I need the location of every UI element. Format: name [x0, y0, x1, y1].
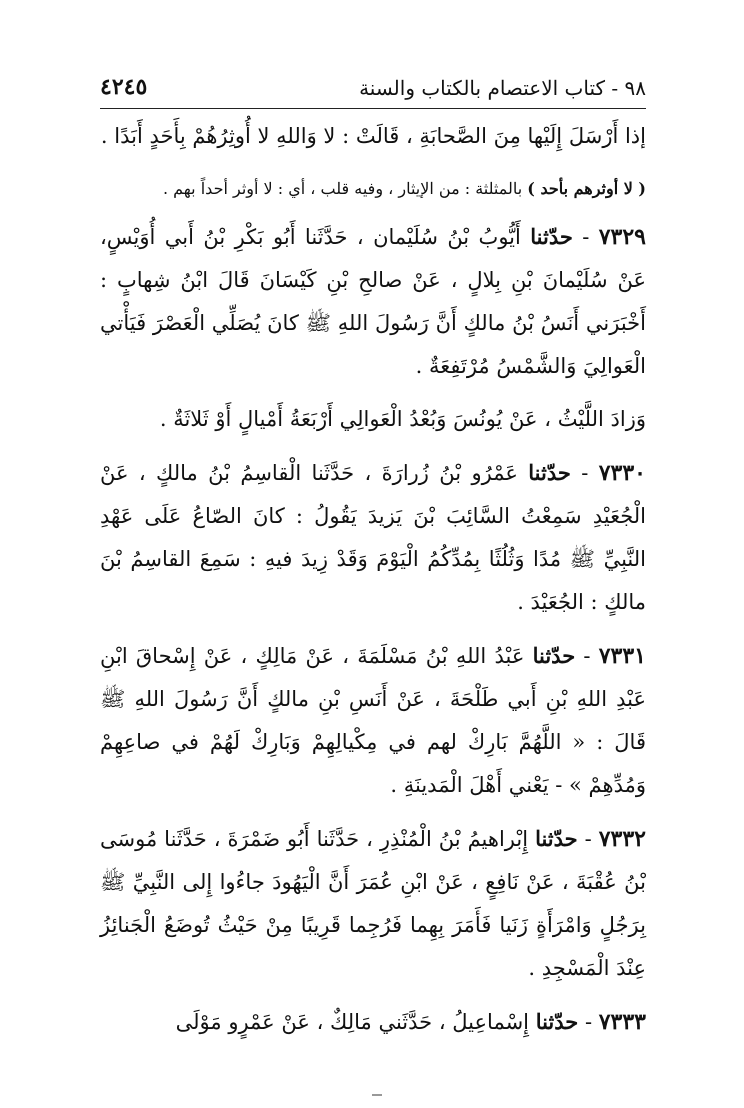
hadith-text: عَمْرُو بْنُ زُرارَةَ ، حَدَّثَنا الْقاسِمُ بْنُ مالكٍ ، عَنْ الْجُعَيْدِ سَمِعْتُ السَّائِبَ بْنَ يَزيدَ يَقُولُ : كانَ الصّاعُ عَلَى عَهْدِ النَّبِيِّ ﷺ مُدًا وَثُلُثًا بِمُدِّكُمُ الْيَوْمَ وَقَدْ زِيدَ فيهِ : سَمِعَ القاسِمُ بْنَ مالكٍ : الجُعَيْدَ . — [100, 461, 646, 614]
hadith-opening: حدّثنا — [535, 1009, 579, 1034]
hadith-text: عَبْدُ اللهِ بْنُ مَسْلَمَةَ ، عَنْ مَالِكٍ ، عَنْ إِسْحاقَ ابْنِ عَبْدِ اللهِ بْنِ أَبي طَلْحَةَ ، عَنْ أَنَسِ بْنِ مالكٍ أَنَّ رَسُولَ اللهِ ﷺ قَالَ : « اللَّهُمَّ بَارِكْ لهم في مِكْيالِهِمْ وَبَارِكْ لَهُمْ في صاعِهِمْ وَمُدِّهِمْ » - يَعْني أَهْلَ الْمَدينَةِ . — [100, 644, 646, 797]
hadith-number: ٧٣٣٠ — [598, 460, 646, 486]
header-rule — [100, 108, 646, 109]
hadith-opening: حدّثنا — [532, 643, 576, 668]
intro-paragraph: إذا أَرْسَلَ إِلَيْها مِنَ الصَّحابَةِ ، قَالَتْ : لا وَاللهِ لا أُوثِرُهُمْ بِأَحَدٍ أَبَدًا . — [100, 124, 646, 148]
hadith-number: ٧٣٣٣ — [598, 1009, 646, 1035]
note-keyword: ( لا أوثرهم بأحد ) — [527, 179, 646, 198]
hadith-7329-addendum: وَزادَ اللَّيْثُ ، عَنْ يُونُسَ وَبُعْدُ الْعَوالِي أَرْبَعَةُ أَمْيالٍ أَوْ ثَلاثَةٌ . — [159, 407, 646, 431]
hadith-7332 — [100, 817, 646, 990]
page — [100, 58, 646, 1088]
hadith-number: ٧٣٣١ — [598, 643, 646, 669]
commentary-note — [100, 172, 646, 205]
hadith-text: أَيُّوبُ بْنُ سُلَيْمان ، حَدَّثَنا أَبُو بَكْرِ بْنُ أَبي أُوَيْسٍ، عَنْ سُلَيْمانَ بْنِ بِلالٍ ، عَنْ صالحِ بْنِ كَيْسَانَ قَالَ ابْنُ شِهابٍ : أَخْبَرَني أَنَسُ بْنُ مالكٍ أَنَّ رَسُولَ اللهِ ﷺ كانَ يُصَلِّي الْعَصْرَ فَيَأْتي الْعَوالِيَ وَالشَّمْسُ مُرْتَفِعَةٌ . — [100, 225, 646, 378]
hadith-7330 — [100, 451, 646, 624]
hadith-opening: حدّثنا — [528, 460, 571, 485]
hadith-text: إِسْماعِيلُ ، حَدَّثَني مَالِكٌ ، عَنْ عَمْرٍو مَوْلَى — [175, 1010, 536, 1034]
hadith-dash: - — [570, 461, 599, 485]
hadith-7331 — [100, 634, 646, 807]
hadith-opening: حدّثنا — [530, 224, 573, 249]
chapter-title: ٩٨ - كتاب الاعتصام بالكتاب والسنة — [359, 76, 646, 100]
hadith-dash: - — [575, 644, 599, 668]
page-number: ٤٢٤٥ — [100, 74, 148, 100]
page-header — [100, 58, 646, 98]
hadith-number: ٧٣٢٩ — [598, 224, 646, 250]
hadith-dash: - — [578, 1010, 599, 1034]
hadith-number: ٧٣٣٢ — [598, 826, 646, 852]
hadith-7329 — [100, 215, 646, 388]
hadith-7333 — [100, 1000, 646, 1044]
hadith-text: إِبْراهيمُ بْنُ الْمُنْذِرِ ، حَدَّثَنا أَبُو ضَمْرَةَ ، حَدَّثَنا مُوسَى بْنُ عُقْبَةَ ، عَنْ نَافِعٍ ، عَنْ ابْنِ عُمَرَ أَنَّ الْيَهُودَ جاءُوا إِلى النَّبِيِّ ﷺ بِرَجُلٍ وَامْرَأَةٍ زَنَيا فَأَمَرَ بِهِما فَرُجِما قَرِيبًا مِنْ حَيْثُ تُوضَعُ الْجَنائِزُ عِنْدَ الْمَسْجِدِ . — [100, 827, 646, 980]
footer-mark — [372, 1094, 382, 1096]
hadith-opening: حدّثنا — [535, 826, 578, 851]
hadith-dash: - — [572, 225, 599, 249]
hadith-dash: - — [577, 827, 599, 851]
note-text: بالمثلثة : من الإيثار ، وفيه قلب ، أي : لا أوثر أحداً بهم . — [162, 179, 528, 198]
